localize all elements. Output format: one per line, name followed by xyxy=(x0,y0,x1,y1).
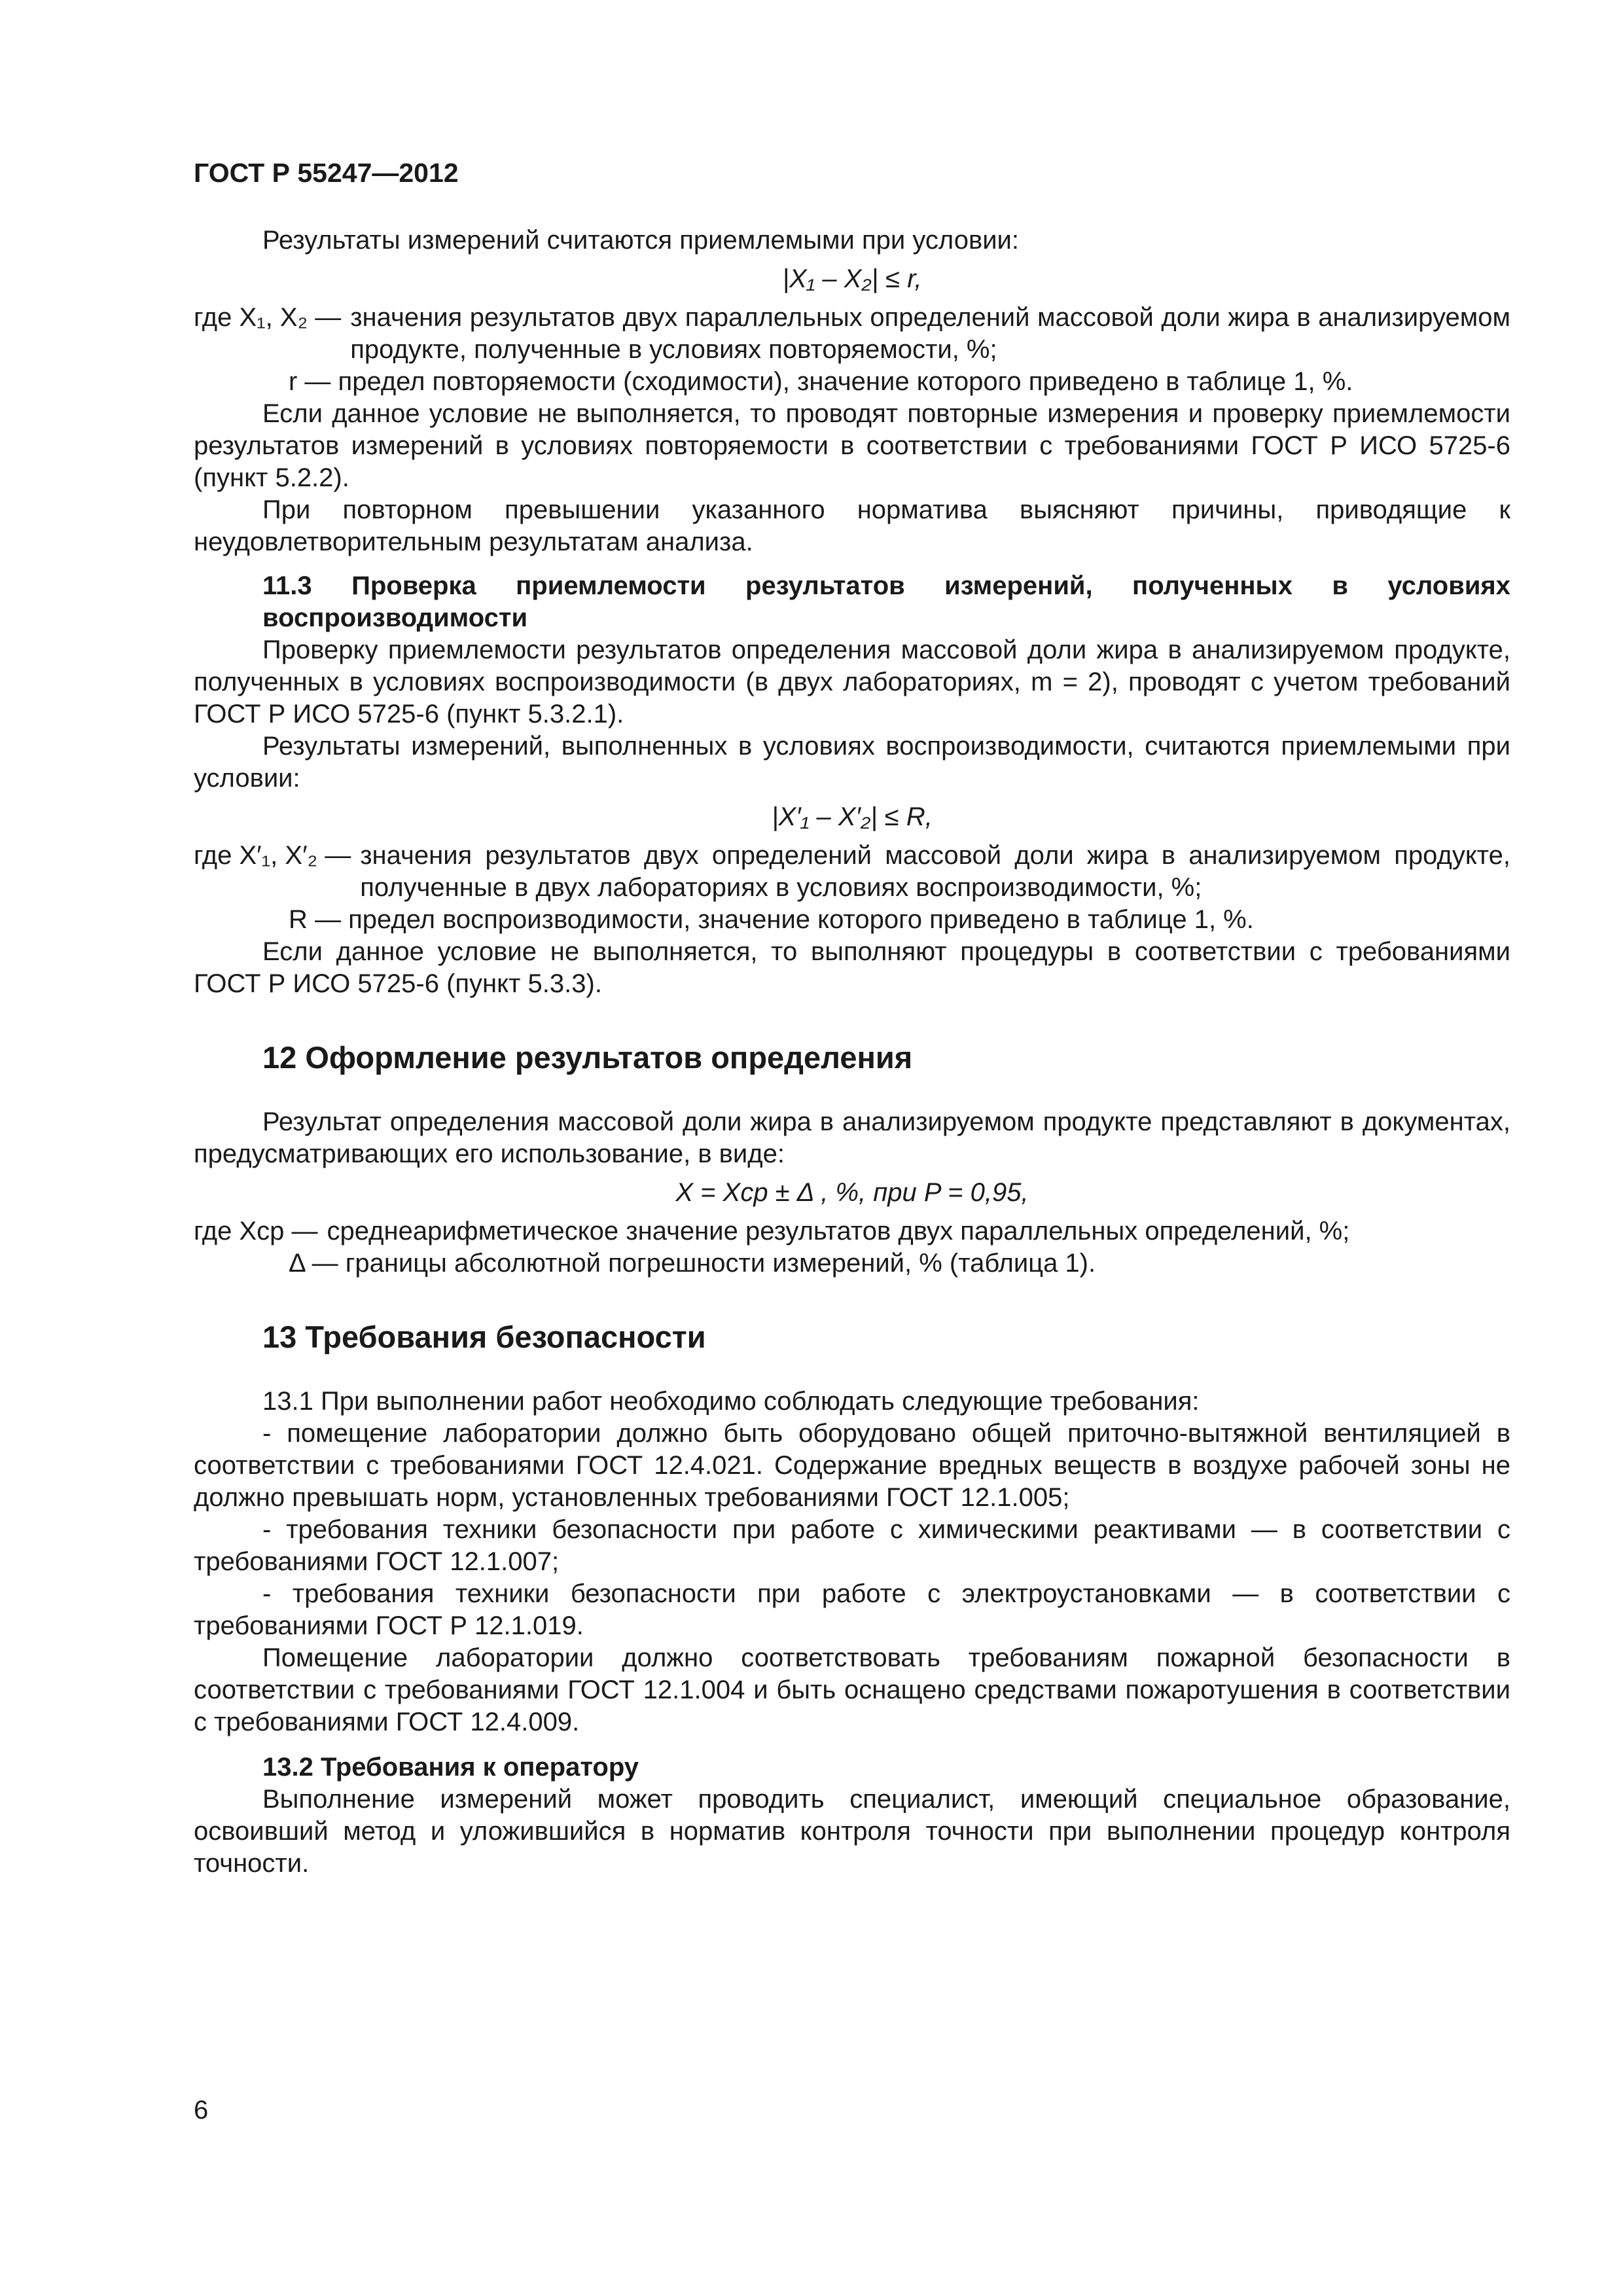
formula-reproducibility xyxy=(194,801,1510,833)
section-13-heading: 13 Требования безопасности xyxy=(262,1319,706,1354)
formula-text: X = Xср ± Δ , %, при P = 0,95, xyxy=(675,1178,1029,1207)
list-item-ventilation: - помещение лаборатории должно быть оборудовано общей приточно-вытяжной вентиляцией в соответствии с требованиями ГОСТ 12.4.021. Содержание вредных веществ в воздухе рабочей зоны не должно превышать норм, установленных требованиями ГОСТ 12.1.005; xyxy=(194,1419,1510,1512)
section-11-3-heading xyxy=(194,570,1510,634)
paragraph-acceptance-condition: Результаты измерений считаются приемлемыми при условии: xyxy=(262,226,1019,255)
document-body xyxy=(194,224,1510,1880)
where-term: где X₁, X₂ — xyxy=(194,303,342,332)
list-item-electrical-safety: - требования техники безопасности при работе с электроустановками — в соответствии с требованиями ГОСТ Р 12.1.019. xyxy=(194,1579,1510,1640)
where-clause-big-r: R — предел воспроизводимости, значение которого приведено в таблице 1, %. xyxy=(289,905,1254,934)
where-clause-x1p-x2p xyxy=(194,840,1510,904)
where-clause-delta: Δ — границы абсолютной погрешности измерений, % (таблица 1). xyxy=(289,1249,1096,1278)
formula-repeatability xyxy=(194,263,1510,295)
where-clause-r: r — предел повторяемости (сходимости), значение которого приведено в таблице 1, %. xyxy=(289,367,1353,396)
paragraph-repeat-measurements: Если данное условие не выполняется, то проводят повторные измерения и проверку приемлемости результатов измерений в условиях повторяемости в соответствии с требованиями ГОСТ Р ИСО 5725-6 (пункт 5.2.2). xyxy=(194,399,1510,492)
where-description: значения результатов двух параллельных определений массовой доли жира в анализируемом продукте, полученные в условиях повторяемости, %; xyxy=(350,303,1510,364)
where-term: где Xср — xyxy=(194,1217,318,1246)
where-description: значения результатов двух определений массовой доли жира в анализируемом продукте, полученные в двух лабораториях в условиях воспроизводимости, %; xyxy=(360,841,1510,902)
paragraph-reproducibility-check: Проверку приемлемости результатов определения массовой доли жира в анализируемом продукте, полученных в условиях воспроизводимости (в двух лабораториях, m = 2), проводят с учетом требований ГОСТ Р ИСО 5725-6 (пункт 5.3.2.1). xyxy=(194,636,1510,728)
where-clause-xcp xyxy=(194,1215,1510,1247)
formula-result xyxy=(194,1177,1510,1209)
paragraph-fire-safety: Помещение лаборатории должно соответствовать требованиям пожарной безопасности в соответствии с требованиями ГОСТ 12.1.004 и быть оснащено средствами пожаротушения в соответствии с требованиями ГОСТ 12.4.009. xyxy=(194,1643,1510,1736)
list-item-chemical-safety: - требования техники безопасности при работе с химическими реактивами — в соответствии с требованиями ГОСТ 12.1.007; xyxy=(194,1515,1510,1576)
formula-text: |X′₁ – X′₂| ≤ R, xyxy=(772,802,933,831)
section-13-2-heading: 13.2 Требования к оператору xyxy=(262,1753,639,1782)
paragraph-procedures: Если данное условие не выполняется, то выполняют процедуры в соответствии с требованиями ГОСТ Р ИСО 5725-6 (пункт 5.3.3). xyxy=(194,937,1510,998)
heading-line: 11.3 Проверка приемлемости результатов измерений, полученных в условиях xyxy=(262,571,1510,600)
paragraph-13-1: 13.1 При выполнении работ необходимо соблюдать следующие требования: xyxy=(262,1387,1200,1416)
paragraph-repeated-exceedance: При повторном превышении указанного норматива выясняют причины, приводящие к неудовлетворительным результатам анализа. xyxy=(194,495,1510,556)
paragraph-operator-requirements: Выполнение измерений может проводить специалист, имеющий специальное образование, освоивший метод и уложившийся в норматив контроля точности при выполнении процедур контроля точности. xyxy=(194,1785,1510,1878)
formula-text: |X₁ – X₂| ≤ r, xyxy=(782,264,922,293)
paragraph-reproducibility-condition: Результаты измерений, выполненных в условиях воспроизводимости, считаются приемлемыми при условии: xyxy=(194,732,1510,793)
where-description: среднеарифметическое значение результатов двух параллельных определений, %; xyxy=(327,1217,1350,1246)
heading-line: воспроизводимости xyxy=(262,603,528,632)
where-term: где X′₁, X′₂ — xyxy=(194,841,351,870)
section-12-heading: 12 Оформление результатов определения xyxy=(262,1040,913,1075)
paragraph-result-presentation: Результат определения массовой доли жира в анализируемом продукте представляют в документах, предусматривающих его использование, в виде: xyxy=(194,1107,1510,1168)
page-number: 6 xyxy=(194,2096,209,2125)
document-header: ГОСТ Р 55247—2012 xyxy=(194,158,459,188)
where-clause-x1-x2 xyxy=(194,302,1510,366)
